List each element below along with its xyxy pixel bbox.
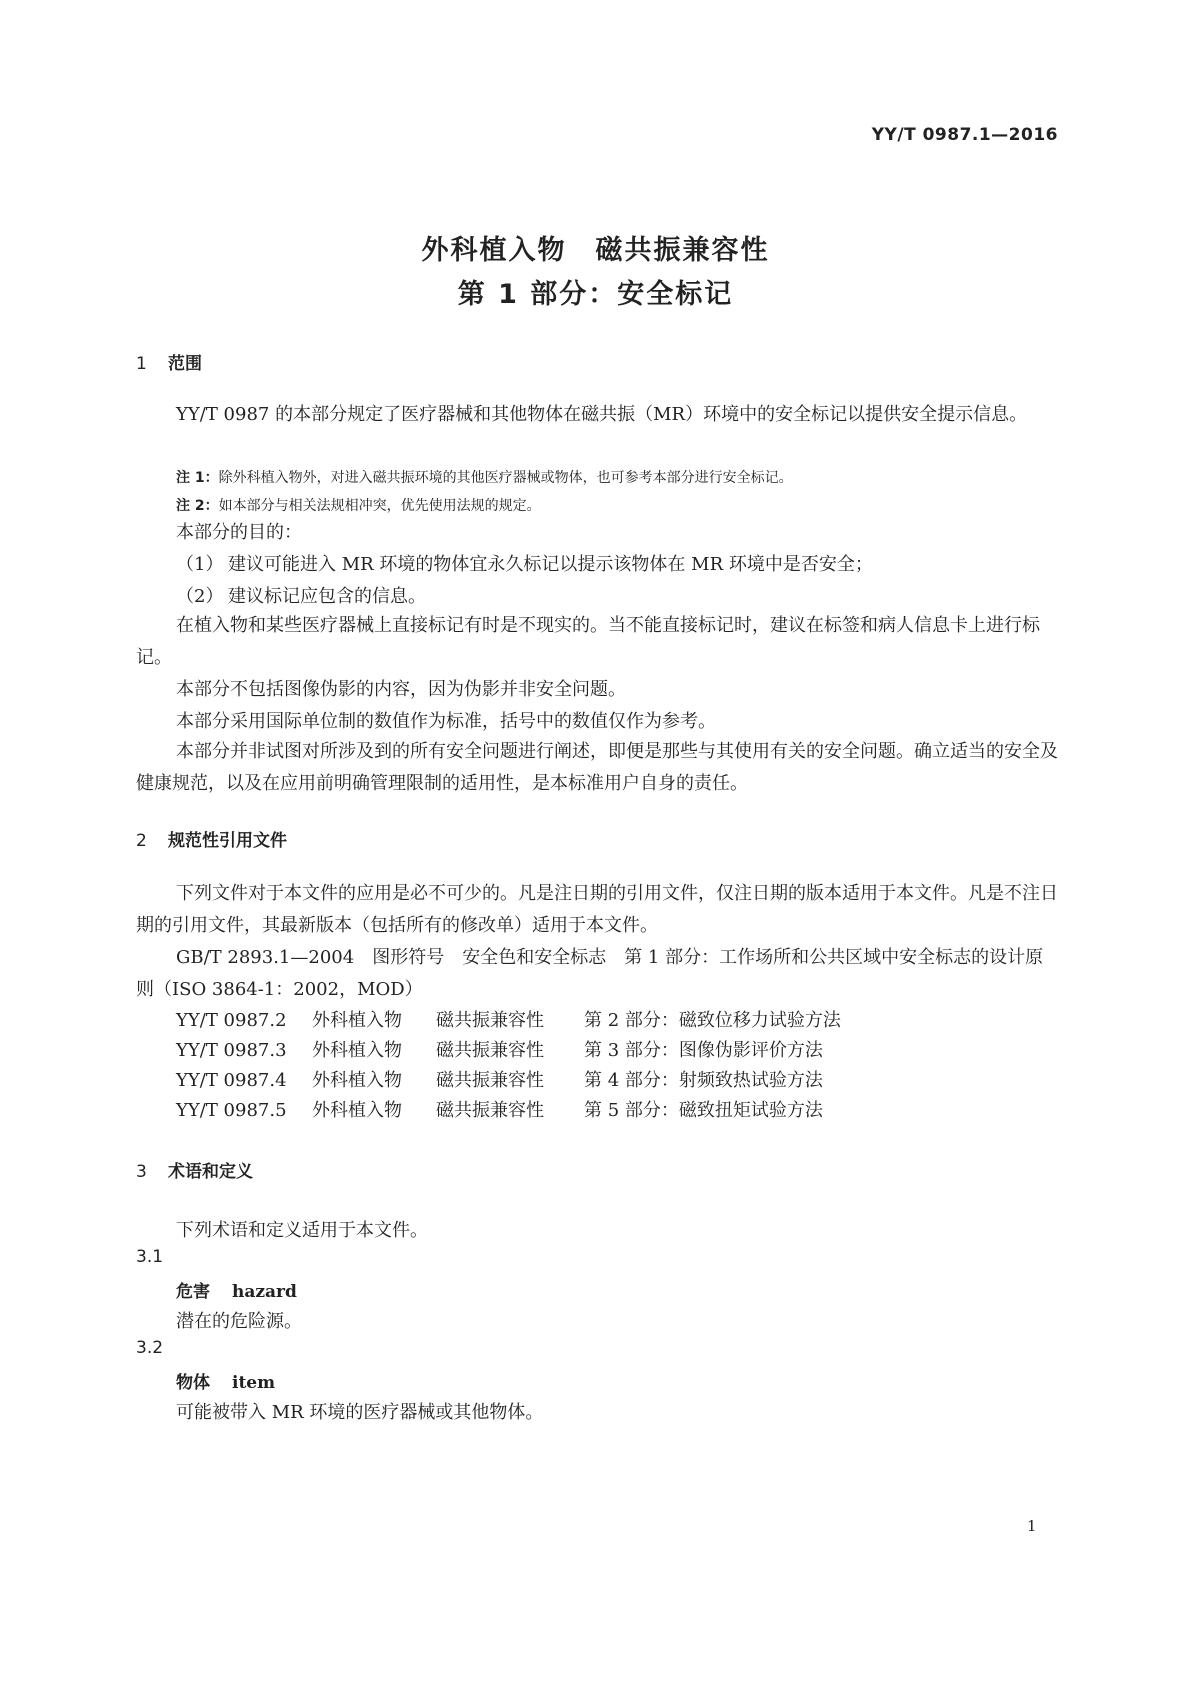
reference-title-a: 外科植入物 — [312, 1100, 402, 1121]
paragraph-text: 本部分采用国际单位制的数值作为标准，括号中的数值仅作为参考。 — [176, 711, 716, 732]
term-heading — [176, 1277, 297, 1302]
reference-code: YY/T 0987.5 — [176, 1100, 287, 1121]
paragraph — [136, 706, 1058, 738]
note-text: 除外科植入物外，对进入磁共振环境的其他医疗器械或物体，也可参考本部分进行安全标记。 — [218, 470, 793, 486]
paragraph — [136, 674, 1058, 706]
term-number: 3.2 — [136, 1338, 164, 1358]
reference-gb — [136, 942, 1058, 1006]
reference-title-a: 外科植入物 — [312, 1040, 402, 1061]
section-3-heading — [136, 1157, 253, 1182]
list-text: 建议标记应包含的信息。 — [228, 586, 426, 607]
reference-code: YY/T 0987.4 — [176, 1070, 287, 1091]
reference-code: YY/T 0987.3 — [176, 1040, 287, 1061]
section-title: 规范性引用文件 — [168, 831, 287, 851]
reference-text: GB/T 2893.1—2004 图形符号 安全色和安全标志 第 1 部分：工作场所和公共区域中安全标志的设计原则（ISO 3864-1：2002，MOD） — [136, 947, 1044, 1000]
term-zh: 危害 — [176, 1282, 210, 1302]
reference-item — [176, 1006, 841, 1032]
reference-title-a: 外科植入物 — [312, 1070, 402, 1091]
list-item-2 — [176, 582, 426, 608]
term-en: item — [232, 1373, 276, 1393]
term-definition: 潜在的危险源。 — [176, 1311, 302, 1332]
list-number: （2） — [176, 586, 224, 607]
section-number: 2 — [136, 831, 147, 851]
reference-title-b: 磁共振兼容性 — [436, 1100, 544, 1121]
reference-item — [176, 1036, 823, 1062]
paragraph-text: 在植入物和某些医疗器械上直接标记有时是不现实的。当不能直接标记时，建议在标签和病人信息卡上进行标记。 — [136, 615, 1040, 668]
paragraph-text: 本部分不包括图像伪影的内容，因为伪影并非安全问题。 — [176, 679, 626, 700]
reference-title-c: 第 5 部分：磁致扭矩试验方法 — [584, 1100, 823, 1121]
reference-title-b: 磁共振兼容性 — [436, 1070, 544, 1091]
standard-code: YY/T 0987.1—2016 — [871, 125, 1058, 145]
title-line-1: 外科植入物 磁共振兼容性 — [421, 235, 770, 266]
reference-title-c: 第 2 部分：磁致位移力试验方法 — [584, 1010, 841, 1031]
reference-code: YY/T 0987.2 — [176, 1010, 287, 1031]
section-number: 1 — [136, 354, 147, 374]
paragraph — [136, 878, 1058, 942]
term-definition: 可能被带入 MR 环境的医疗器械或其他物体。 — [176, 1402, 544, 1423]
reference-item — [176, 1066, 823, 1092]
note-label: 注 1： — [176, 470, 219, 486]
note-text: 如本部分与相关法规相冲突，优先使用法规的规定。 — [218, 498, 541, 514]
page-number: 1 — [1027, 1517, 1037, 1535]
title-line-2: 第 1 部分：安全标记 — [457, 279, 734, 310]
term-en: hazard — [232, 1282, 297, 1302]
paragraph — [136, 399, 1058, 431]
paragraph-text: YY/T 0987 的本部分规定了医疗器械和其他物体在磁共振（MR）环境中的安全标记以提供安全提示信息。 — [176, 404, 1028, 425]
term-zh: 物体 — [176, 1373, 210, 1393]
reference-title-a: 外科植入物 — [312, 1010, 402, 1031]
reference-item — [176, 1096, 823, 1122]
paragraph — [136, 610, 1058, 674]
term-number: 3.1 — [136, 1247, 164, 1267]
paragraph — [136, 736, 1058, 800]
reference-title-b: 磁共振兼容性 — [436, 1040, 544, 1061]
reference-title-b: 磁共振兼容性 — [436, 1010, 544, 1031]
paragraph-text: 下列文件对于本文件的应用是必不可少的。凡是注日期的引用文件，仅注日期的版本适用于本文件。凡是不注日期的引用文件，其最新版本（包括所有的修改单）适用于本文件。 — [136, 883, 1058, 936]
list-item-1 — [176, 550, 873, 576]
list-text: 建议可能进入 MR 环境的物体宜永久标记以提示该物体在 MR 环境中是否安全； — [228, 554, 873, 575]
term-heading — [176, 1368, 275, 1393]
paragraph-text: 本部分并非试图对所涉及到的所有安全问题进行阐述，即便是那些与其使用有关的安全问题。确立适当的安全及健康规范，以及在应用前明确管理限制的适用性，是本标准用户自身的责任。 — [136, 741, 1058, 794]
paragraph: 下列术语和定义适用于本文件。 — [176, 1220, 428, 1241]
section-1-heading — [136, 349, 202, 374]
section-title: 范围 — [168, 354, 202, 374]
section-number: 3 — [136, 1162, 147, 1182]
purpose-line: 本部分的目的： — [176, 522, 302, 543]
note-1 — [176, 467, 793, 487]
list-number: （1） — [176, 554, 224, 575]
note-label: 注 2： — [176, 498, 219, 514]
section-2-heading — [136, 826, 287, 851]
note-2 — [176, 495, 541, 515]
section-title: 术语和定义 — [168, 1162, 253, 1182]
reference-title-c: 第 3 部分：图像伪影评价方法 — [584, 1040, 823, 1061]
reference-title-c: 第 4 部分：射频致热试验方法 — [584, 1070, 823, 1091]
